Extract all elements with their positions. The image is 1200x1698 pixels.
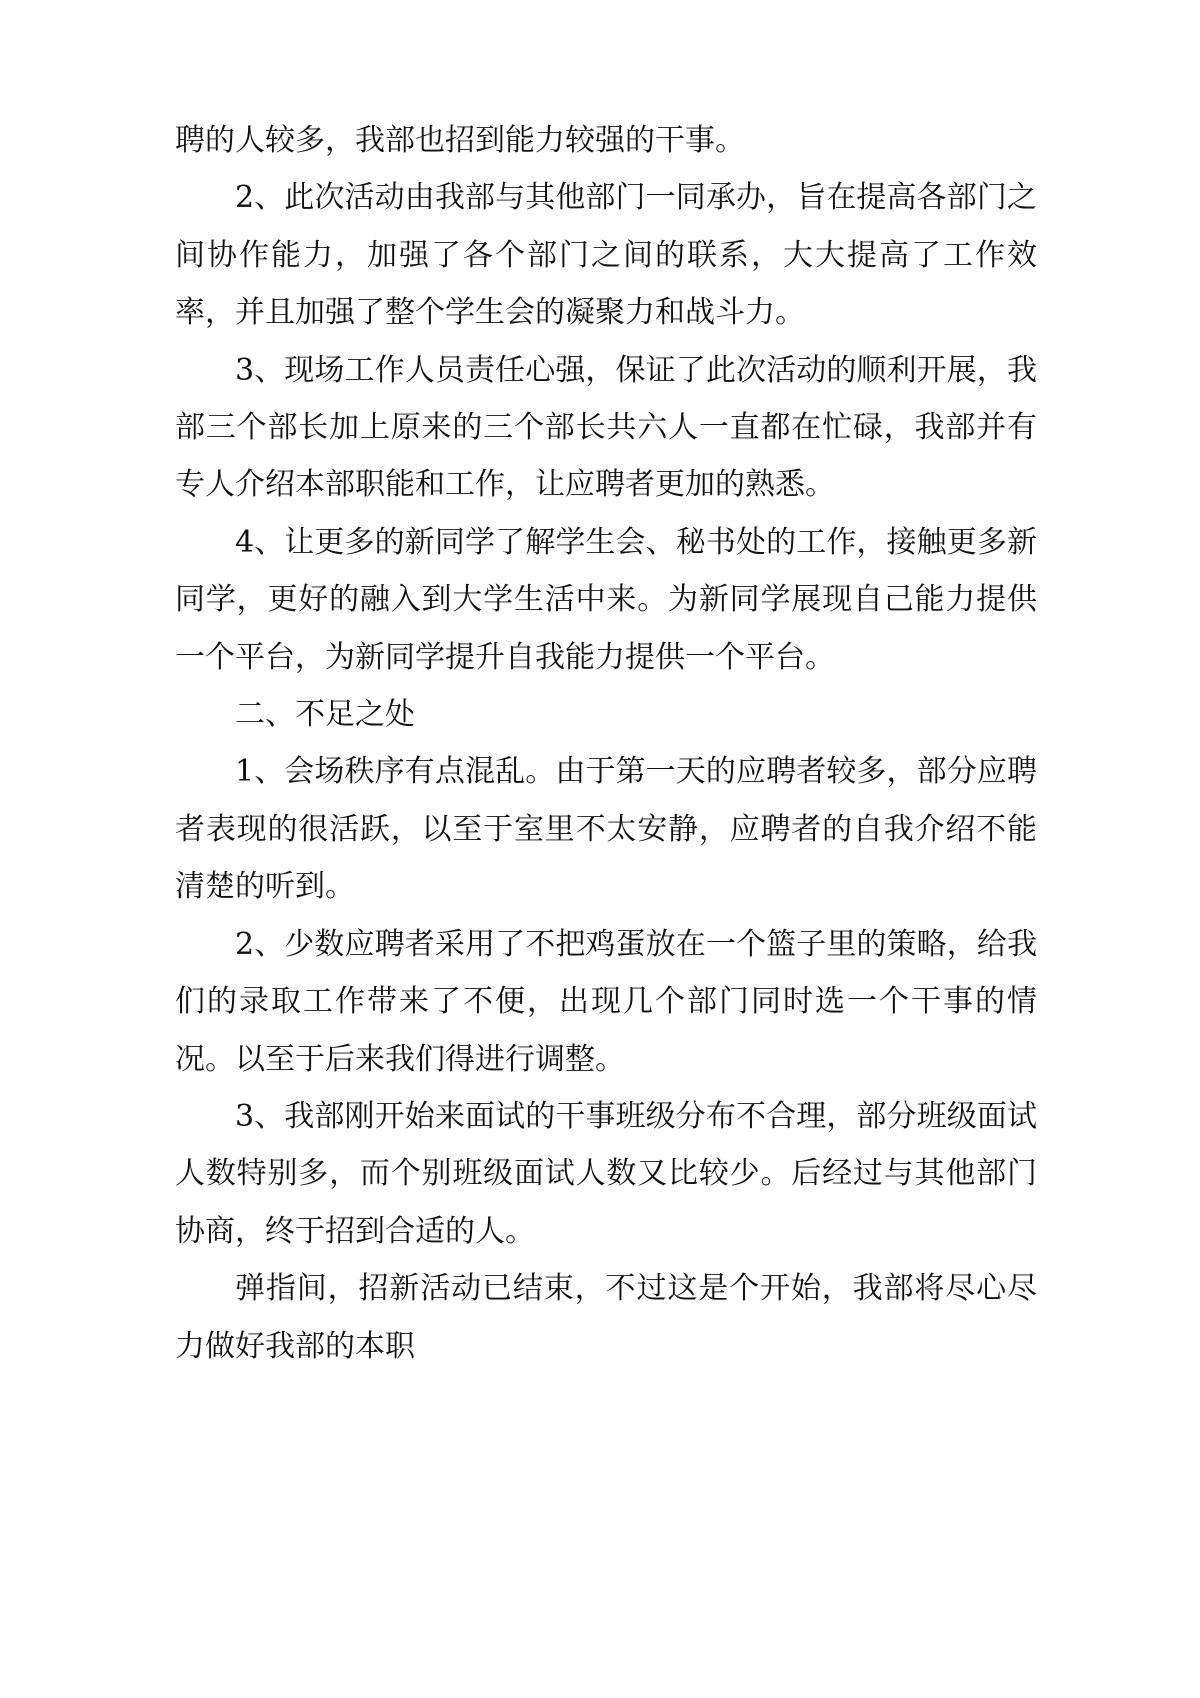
paragraph-shortcoming-1: 1、会场秩序有点混乱。由于第一天的应聘者较多，部分应聘者表现的很活跃，以至于室里不太安静，应聘者的自我介绍不能清楚的听到。 (175, 754, 1037, 905)
document-body (175, 112, 1037, 1375)
paragraph-item-3: 3、现场工作人员责任心强，保证了此次活动的顺利开展，我部三个部长加上原来的三个部长共六人一直都在忙碌，我部并有专人介绍本部职能和工作，让应聘者更加的熟悉。 (175, 352, 1037, 503)
paragraph-item-4: 4、让更多的新同学了解学生会、秘书处的工作，接触更多新同学，更好的融入到大学生活中来。为新同学展现自己能力提供一个平台，为新同学提升自我能力提供一个平台。 (175, 524, 1037, 675)
section-heading-shortcomings: 二、不足之处 (235, 697, 415, 733)
paragraph-shortcoming-2: 2、少数应聘者采用了不把鸡蛋放在一个篮子里的策略，给我们的录取工作带来了不便，出现几个部门同时选一个干事的情况。以至于后来我们得进行调整。 (175, 926, 1037, 1077)
paragraph-closing: 弹指间，招新活动已结束，不过这是个开始，我部将尽心尽力做好我部的本职 (175, 1271, 1037, 1364)
paragraph-shortcoming-3: 3、我部刚开始来面试的干事班级分布不合理，部分班级面试人数特别多，而个别班级面试人数又比较少。后经过与其他部门协商，终于招到合适的人。 (175, 1098, 1037, 1249)
paragraph-item-2: 2、此次活动由我部与其他部门一同承办，旨在提高各部门之间协作能力，加强了各个部门之间的联系，大大提高了工作效率，并且加强了整个学生会的凝聚力和战斗力。 (175, 180, 1037, 331)
paragraph-continuation: 聘的人较多，我部也招到能力较强的干事。 (175, 123, 745, 158)
